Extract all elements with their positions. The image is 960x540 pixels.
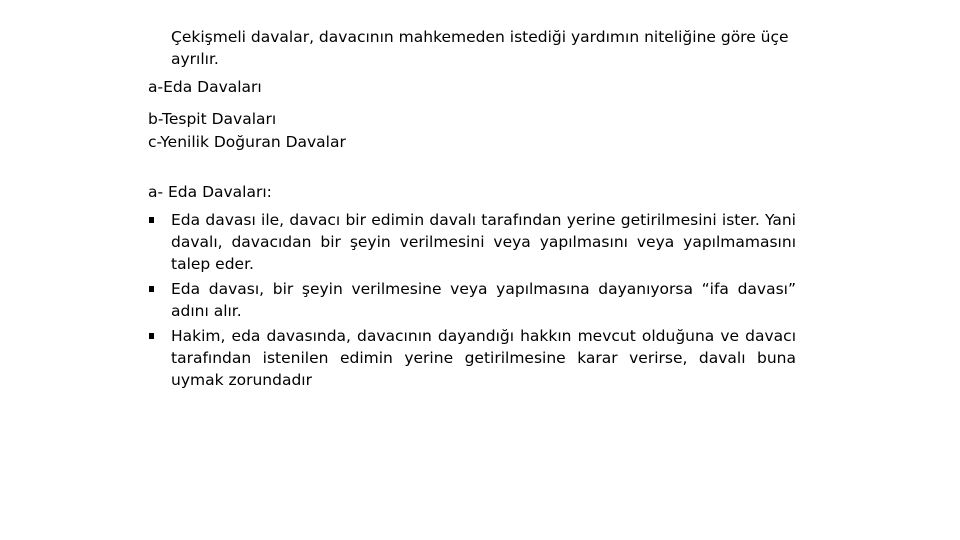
intro-paragraph: Çekişmeli davalar, davacının mahkemeden istediği yardımın niteliğine göre üçe ayrılır. xyxy=(171,28,789,68)
bullet-item xyxy=(148,325,796,391)
square-bullet-icon xyxy=(149,286,154,292)
bullet-list xyxy=(148,209,796,394)
square-bullet-icon xyxy=(149,217,154,223)
section-heading: a- Eda Davaları: xyxy=(148,183,272,201)
list-item-yenilik: c-Yenilik Doğuran Davalar xyxy=(148,133,346,151)
bullet-text: Eda davası ile, davacı bir edimin davalı tarafından yerine getirilmesini ister. Yani davalı, davacıdan bir şeyin verilmesini veya yapılmasını veya yapılmamasını talep eder. xyxy=(171,211,796,273)
list-item-eda: a-Eda Davaları xyxy=(148,78,262,96)
bullet-item xyxy=(148,278,796,322)
bullet-text: Eda davası, bir şeyin verilmesine veya yapılmasına dayanıyorsa “ifa davası” adını alır. xyxy=(171,280,796,320)
bullet-text: Hakim, eda davasında, davacının dayandığı hakkın mevcut olduğuna ve davacı tarafından istenilen edimin yerine getirilmesine karar verirse, davalı buna uymak zorundadır xyxy=(171,327,796,389)
square-bullet-icon xyxy=(149,333,154,339)
bullet-item xyxy=(148,209,796,275)
list-item-tespit: b-Tespit Davaları xyxy=(148,110,277,128)
